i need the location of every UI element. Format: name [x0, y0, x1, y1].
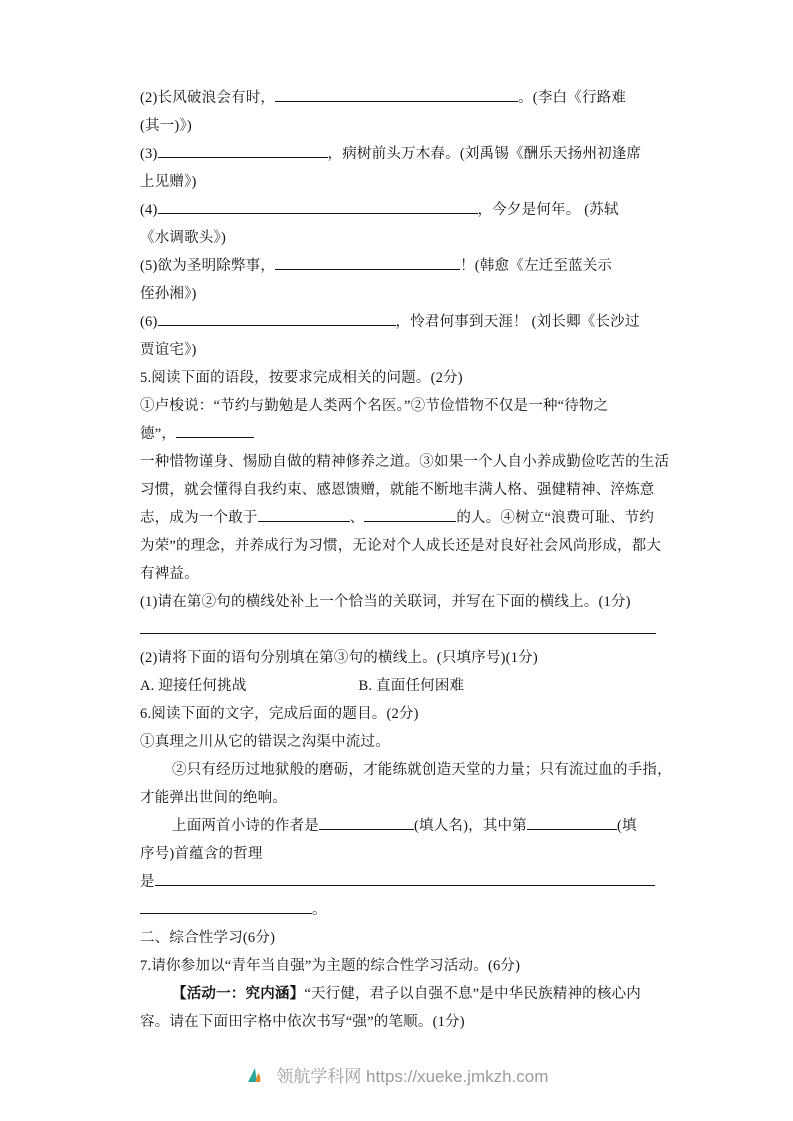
text-run: ，怜君何事到天涯！ (刘长卿《长沙过 [395, 314, 640, 330]
watermark-logo-icon [245, 1066, 265, 1086]
text-line [140, 588, 662, 616]
text-run: 6.阅读下面的文字，完成后面的题目。(2分) [140, 706, 419, 722]
text-line [140, 532, 662, 560]
answer-blank [155, 872, 655, 886]
text-run: 有裨益。 [140, 566, 199, 582]
text-run: (5)欲为圣明除弊事， [140, 258, 276, 274]
answer-blank [364, 508, 456, 522]
text-line [140, 504, 662, 532]
text-run: 7.请你参加以“青年当自强”为主题的综合性学习活动。(6分) [140, 958, 521, 974]
text-run: 容。请在下面田字格中依次书写“强”的笔顺。(1分) [140, 1014, 465, 1030]
text-line [140, 364, 662, 392]
text-run: 的人。④树立“浪费可耻、节约 [456, 510, 655, 526]
text-run: ，病树前头万木春。(刘禹锡《酬乐天扬州初逢席 [327, 146, 642, 162]
text-run: (2)请将下面的语句分别填在第③句的横线上。(只填序号)(1分) [140, 650, 538, 666]
text-line [140, 840, 662, 868]
text-run: (4) [140, 202, 158, 218]
text-line [140, 672, 662, 700]
watermark [0, 1062, 793, 1087]
text-run: ②只有经历过地狱般的磨砺，才能练就创造天堂的力量；只有流过血的手指， [172, 762, 672, 778]
text-run: 才能弹出世间的绝响。 [140, 790, 287, 806]
text-line [140, 420, 662, 448]
answer-blank [158, 312, 396, 326]
answer-blank [319, 816, 414, 830]
text-run: 侄孙湘》) [140, 286, 197, 302]
text-run: A. 迎接任何挑战 [140, 678, 247, 694]
text-line [140, 756, 672, 784]
text-line [140, 728, 662, 756]
text-run: (填 [616, 818, 637, 834]
text-line [140, 112, 662, 140]
text-line [140, 224, 662, 252]
text-line [140, 896, 662, 924]
text-run: 贾谊宅》) [140, 342, 197, 358]
text-line [140, 168, 662, 196]
text-run: (3) [140, 146, 158, 162]
answer-blank [140, 900, 312, 914]
text-run: 、 [349, 510, 365, 526]
text-run: 【活动一：究内涵】 [172, 986, 305, 1002]
text-run: (6) [140, 314, 158, 330]
text-line [140, 924, 662, 952]
text-line [140, 252, 662, 280]
text-line [140, 868, 662, 896]
text-line [140, 560, 662, 588]
text-run: 志，成为一个敢于 [140, 510, 258, 526]
text-line [140, 140, 662, 168]
text-run: ①卢梭说：“节约与勤勉是人类两个名医。”②节俭惜物不仅是一种“待物之 [140, 398, 609, 414]
text-run: 德”， [140, 426, 177, 442]
text-run: 上面两首小诗的作者是 [172, 818, 319, 834]
text-line [140, 1008, 662, 1036]
text-line [140, 392, 662, 420]
answer-blank [158, 144, 328, 158]
text-run: 为荣”的理念，并养成行为习惯，无论对个人成长还是对良好社会风尚形成，都大 [140, 538, 662, 554]
text-line [140, 700, 662, 728]
text-line [140, 196, 662, 224]
text-run: (其一)》) [140, 118, 192, 134]
text-run: B. 直面任何困难 [358, 678, 465, 694]
text-line [140, 280, 662, 308]
text-run: 。(李白《行路难 [518, 90, 627, 106]
text-run: 一种惜物谨身、惕励自做的精神修养之道。③如果一个人自小养成勤俭吃苦的生活 [140, 454, 670, 470]
text-line [140, 476, 662, 504]
answer-line [140, 616, 662, 644]
text-run: 上见赠》) [140, 174, 197, 190]
text-run: 习惯，就会懂得自我约束、感恩馈赠，就能不断地丰满人格、强健精神、淬炼意 [140, 482, 655, 498]
text-line [140, 336, 662, 364]
text-run: ①真理之川从它的错误之沟渠中流过。 [140, 734, 390, 750]
text-line [140, 448, 670, 476]
text-run: (填人名)，其中第 [414, 818, 527, 834]
text-run: (1)请在第②句的横线处补上一个恰当的关联词，并写在下面的横线上。(1分) [140, 594, 631, 610]
answer-blank [275, 256, 460, 270]
watermark-text: 领航学科网 https://xueke.jmkzh.com [276, 1067, 549, 1086]
text-line [140, 812, 662, 840]
text-run: 。 [312, 902, 327, 918]
text-run: (2)长风破浪会有时， [140, 90, 276, 106]
text-line [140, 952, 662, 980]
answer-blank [275, 88, 518, 102]
text-line [140, 644, 662, 672]
text-line [140, 980, 662, 1008]
text-line [140, 84, 662, 112]
answer-blank [140, 620, 656, 634]
answer-blank [176, 424, 254, 438]
text-line [140, 784, 662, 812]
text-run: 是 [140, 874, 155, 890]
answer-blank [158, 200, 478, 214]
text-line [140, 308, 662, 336]
text-run: 《水调歌头》) [140, 230, 226, 246]
text-run: “天行健，君子以自强不息”是中华民族精神的核心内 [304, 986, 641, 1002]
text-run: ，今夕是何年。 (苏轼 [477, 202, 619, 218]
text-run: 二、综合性学习(6分) [140, 930, 276, 946]
answer-blank [527, 816, 617, 830]
text-run: ！(韩愈《左迁至蓝关示 [460, 258, 613, 274]
document-body [140, 84, 672, 1036]
text-run: 5.阅读下面的语段，按要求完成相关的问题。(2分) [140, 370, 463, 386]
spacer [247, 689, 359, 690]
answer-blank [258, 508, 350, 522]
text-run: 序号)首蕴含的哲理 [140, 846, 263, 862]
